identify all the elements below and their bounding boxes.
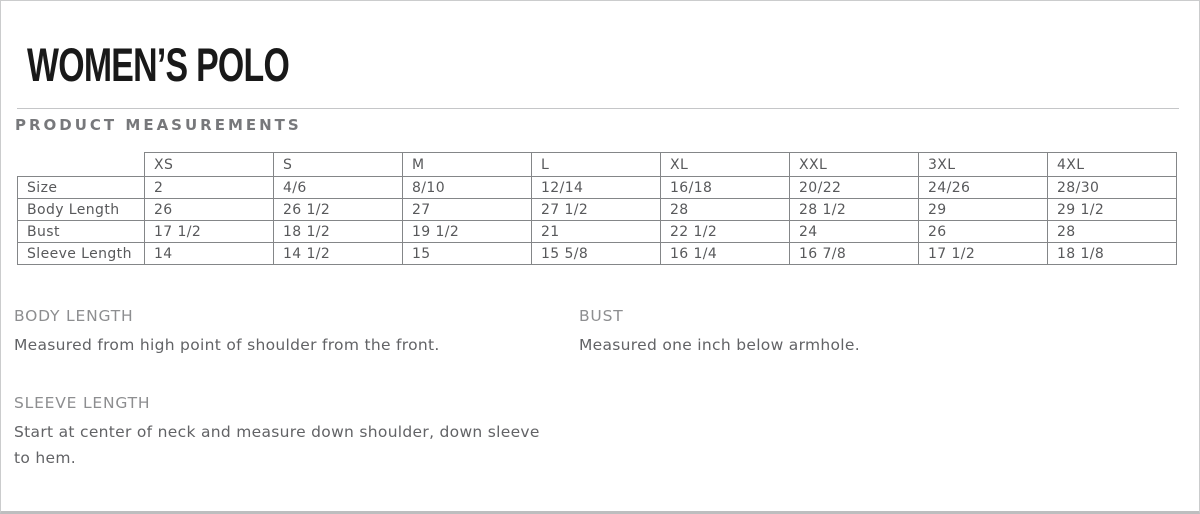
cell-sleevelength-4xl: 18 1/8: [1048, 243, 1177, 265]
cell-size-3xl: 24/26: [919, 177, 1048, 199]
note-heading: BODY LENGTH: [14, 307, 134, 325]
row-label: Body Length: [18, 199, 145, 221]
cell-bodylength-4xl: 29 1/2: [1048, 199, 1177, 221]
column-header-xs: XS: [145, 153, 274, 177]
measurement-notes: [14, 307, 1186, 471]
cell-size-s: 4/6: [274, 177, 403, 199]
cell-sleevelength-s: 14 1/2: [274, 243, 403, 265]
cell-bust-s: 18 1/2: [274, 221, 403, 243]
row-label: Sleeve Length: [18, 243, 145, 265]
note-heading: SLEEVE LENGTH: [14, 394, 151, 412]
row-label: Size: [18, 177, 145, 199]
measurements-table: [17, 152, 1177, 265]
note-text: Measured from high point of shoulder from the front.: [14, 336, 440, 354]
note-sleeve-length: [14, 394, 579, 471]
cell-bust-4xl: 28: [1048, 221, 1177, 243]
column-header-l: L: [532, 153, 661, 177]
cell-sleevelength-xs: 14: [145, 243, 274, 265]
table-row-size: [18, 177, 1177, 199]
column-header-xl: XL: [661, 153, 790, 177]
cell-size-xs: 2: [145, 177, 274, 199]
cell-sleevelength-xl: 16 1/4: [661, 243, 790, 265]
page-title: WOMEN’S POLO: [27, 38, 290, 91]
note-text: Measured one inch below armhole.: [579, 336, 860, 354]
note-body-length: [14, 307, 579, 358]
column-header-m: M: [403, 153, 532, 177]
column-header-s: S: [274, 153, 403, 177]
divider: [17, 108, 1179, 109]
cell-size-m: 8/10: [403, 177, 532, 199]
column-header-xxl: XXL: [790, 153, 919, 177]
cell-sleevelength-xxl: 16 7/8: [790, 243, 919, 265]
cell-size-xl: 16/18: [661, 177, 790, 199]
cell-sleevelength-l: 15 5/8: [532, 243, 661, 265]
cell-bust-m: 19 1/2: [403, 221, 532, 243]
cell-bodylength-m: 27: [403, 199, 532, 221]
cell-bodylength-3xl: 29: [919, 199, 1048, 221]
cell-bust-l: 21: [532, 221, 661, 243]
note-text: Start at center of neck and measure down shoulder, down sleeve to hem.: [14, 423, 540, 467]
cell-bust-xl: 22 1/2: [661, 221, 790, 243]
cell-size-4xl: 28/30: [1048, 177, 1177, 199]
note-bust: [579, 307, 1186, 358]
cell-bust-xxl: 24: [790, 221, 919, 243]
note-heading: BUST: [579, 307, 624, 325]
cell-sleevelength-m: 15: [403, 243, 532, 265]
cell-bust-3xl: 26: [919, 221, 1048, 243]
table-corner-cell: [18, 153, 145, 177]
section-heading: PRODUCT MEASUREMENTS: [15, 116, 302, 134]
table-row-sleeve-length: [18, 243, 1177, 265]
cell-bodylength-s: 26 1/2: [274, 199, 403, 221]
cell-size-l: 12/14: [532, 177, 661, 199]
cell-size-xxl: 20/22: [790, 177, 919, 199]
table-header-row: [18, 153, 1177, 177]
cell-sleevelength-3xl: 17 1/2: [919, 243, 1048, 265]
cell-bodylength-l: 27 1/2: [532, 199, 661, 221]
cell-bodylength-xl: 28: [661, 199, 790, 221]
table-row-body-length: [18, 199, 1177, 221]
table-row-bust: [18, 221, 1177, 243]
column-header-4xl: 4XL: [1048, 153, 1177, 177]
cell-bust-xs: 17 1/2: [145, 221, 274, 243]
cell-bodylength-xs: 26: [145, 199, 274, 221]
column-header-3xl: 3XL: [919, 153, 1048, 177]
row-label: Bust: [18, 221, 145, 243]
cell-bodylength-xxl: 28 1/2: [790, 199, 919, 221]
